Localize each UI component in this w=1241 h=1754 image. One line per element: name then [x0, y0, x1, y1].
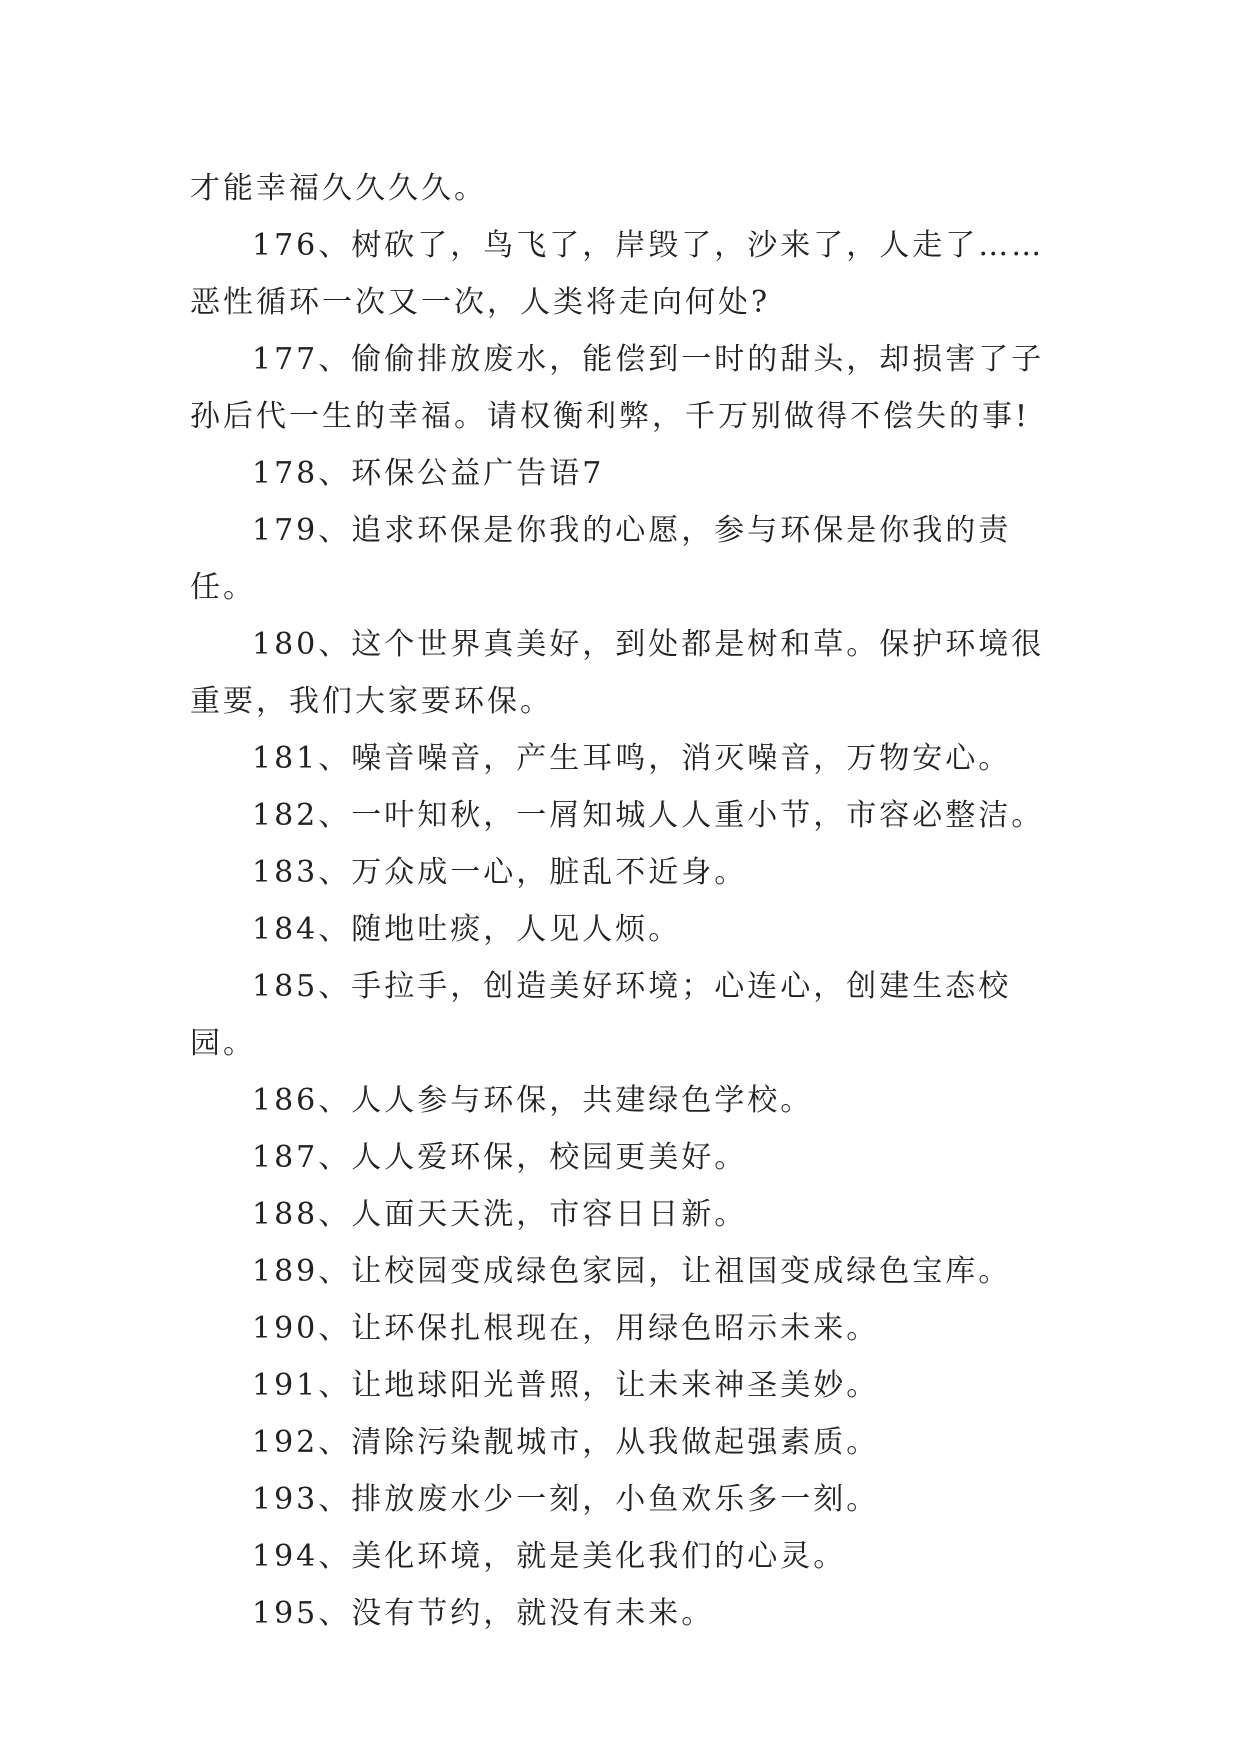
paragraph: 185、手拉手，创造美好环境；心连心，创建生态校园。 [190, 969, 1012, 1061]
paragraph: 191、让地球阳光普照，让未来神圣美妙。 [252, 1368, 880, 1403]
paragraph: 180、这个世界真美好，到处都是树和草。保护环境很重要，我们大家要环保。 [190, 627, 1045, 719]
paragraph: 194、美化环境，就是美化我们的心灵。 [252, 1539, 847, 1574]
paragraph: 189、让校园变成绿色家园，让祖国变成绿色宝库。 [252, 1254, 1012, 1289]
paragraph: 183、万众成一心，脏乱不近身。 [252, 855, 748, 890]
paragraph: 179、追求环保是你我的心愿，参与环保是你我的责任。 [190, 513, 1012, 605]
paragraph: 193、排放废水少一刻，小鱼欢乐多一刻。 [252, 1482, 880, 1517]
paragraph: 188、人面天天洗，市容日日新。 [252, 1197, 748, 1232]
paragraph: 178、环保公益广告语7 [252, 456, 605, 491]
document-body [190, 160, 1070, 1642]
paragraph: 187、人人爱环保，校园更美好。 [252, 1140, 748, 1175]
paragraph: 195、没有节约，就没有未来。 [252, 1596, 715, 1631]
paragraph: 才能幸福久久久久。 [190, 171, 487, 206]
paragraph: 181、噪音噪音，产生耳鸣，消灭噪音，万物安心。 [252, 741, 1012, 776]
paragraph: 186、人人参与环保，共建绿色学校。 [252, 1083, 814, 1118]
paragraph: 182、一叶知秋，一屑知城人人重小节，市容必整洁。 [252, 798, 1045, 833]
paragraph: 184、随地吐痰，人见人烦。 [252, 912, 682, 947]
paragraph: 192、清除污染靓城市，从我做起强素质。 [252, 1425, 880, 1460]
paragraph: 176、树砍了，鸟飞了，岸毁了，沙来了，人走了……恶性循环一次又一次，人类将走向何处? [190, 228, 1045, 320]
paragraph: 177、偷偷排放废水，能偿到一时的甜头，却损害了子孙后代一生的幸福。请权衡利弊，千万别做得不偿失的事! [190, 342, 1045, 434]
paragraph: 190、让环保扎根现在，用绿色昭示未来。 [252, 1311, 880, 1346]
